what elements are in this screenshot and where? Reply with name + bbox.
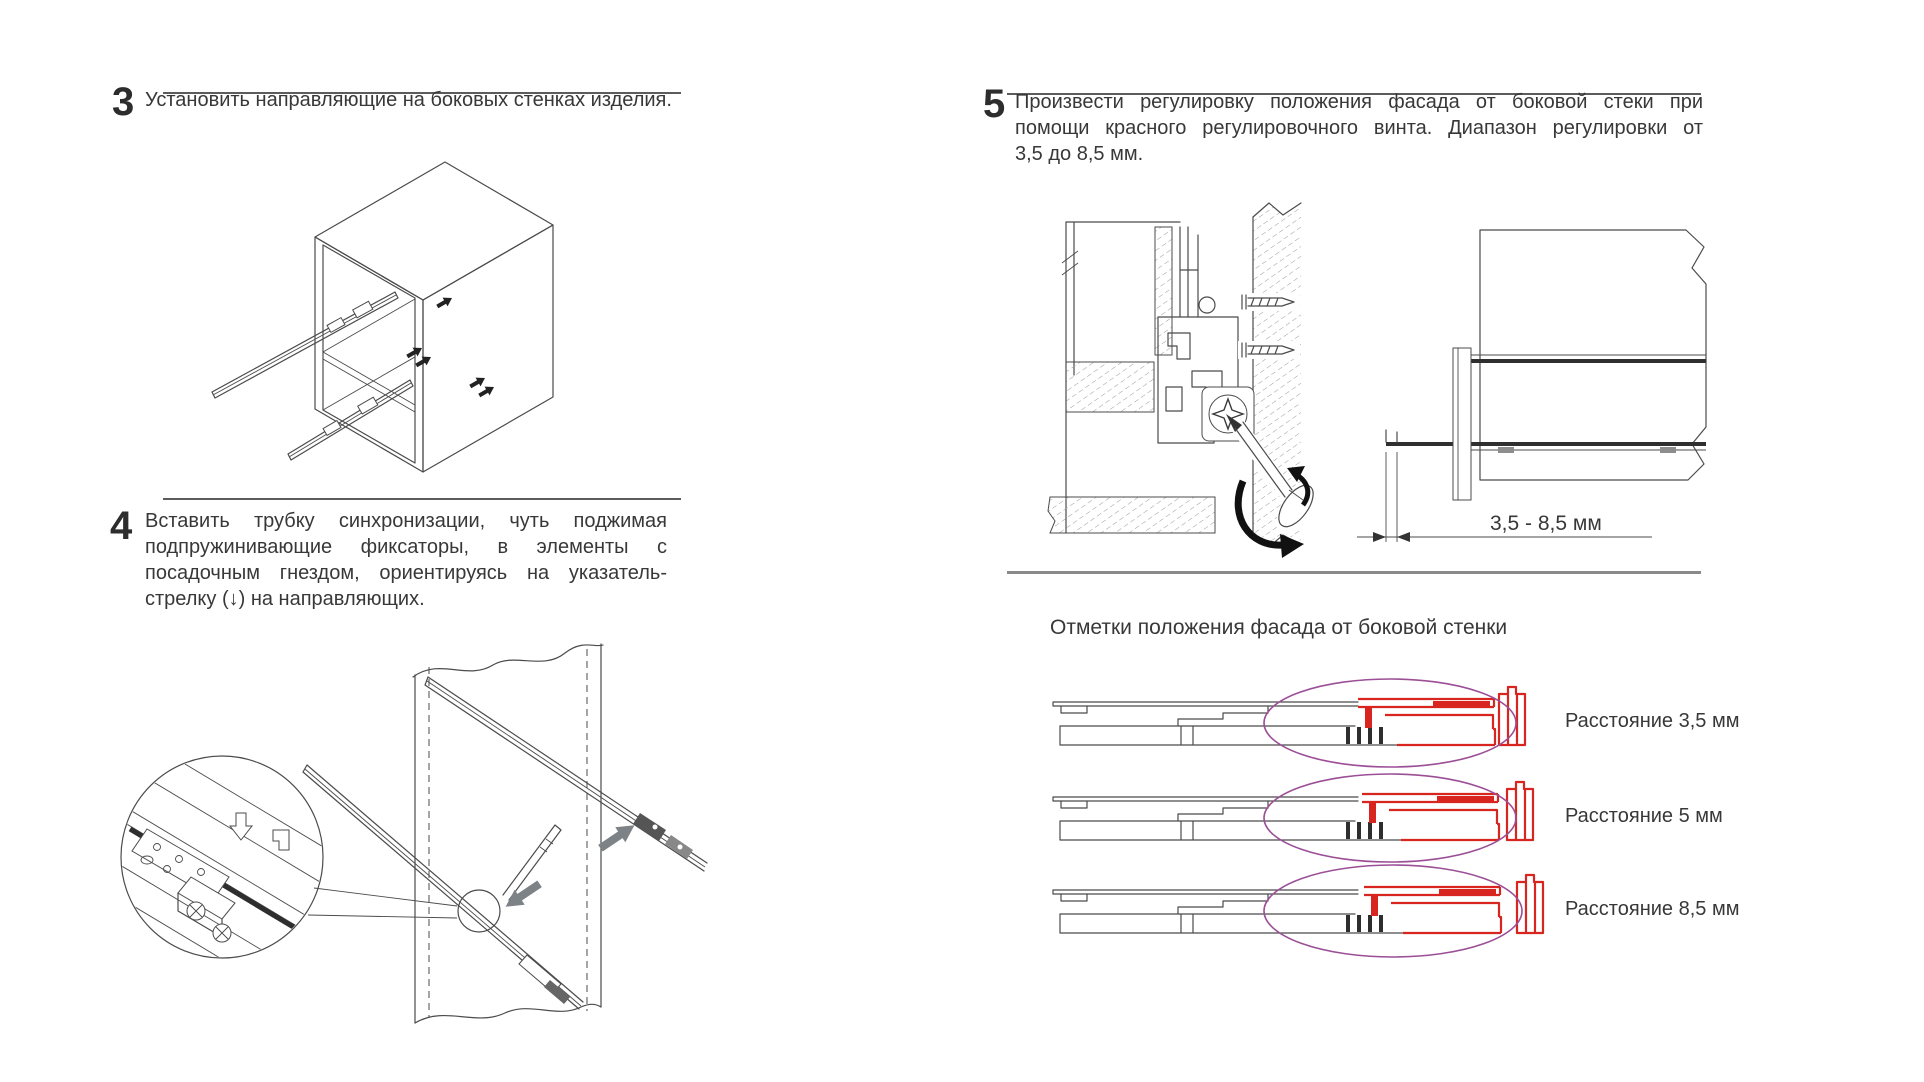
distance-label: Расстояние 5 мм — [1565, 805, 1723, 827]
lower-panel-section — [1048, 497, 1215, 533]
step5-line: 3,5 до 8,5 мм. — [1015, 143, 1144, 165]
adjustment-bracket-red — [1358, 687, 1525, 745]
dimension — [1357, 452, 1652, 542]
wall-screw-icon — [1238, 341, 1300, 359]
step3-number: 3 — [112, 80, 135, 124]
distance-label: Расстояние 8,5 мм — [1565, 898, 1740, 920]
bottom-panel-section — [1066, 362, 1154, 412]
distance-label: Расстояние 3,5 мм — [1565, 710, 1740, 732]
slide-on-panel — [425, 677, 707, 871]
detail-leader-lines — [308, 888, 457, 918]
step4-line: посадочным гнездом, ориентируясь на указатель- — [145, 562, 667, 584]
slide-rails — [1386, 355, 1706, 453]
highlight-ellipse — [1264, 865, 1522, 957]
step4-divider — [163, 498, 681, 500]
slide-profile-black — [1053, 890, 1493, 933]
step5-line: помощи красного регулировочного винта. Диапазон регулировки от — [1015, 117, 1703, 139]
step4-line: подпружинивающие фиксаторы, в элементы с — [145, 536, 667, 558]
adjustment-bracket-red — [1362, 782, 1533, 840]
step4-line: Вставить трубку синхронизации, чуть поджимая — [145, 510, 667, 532]
step4-line: стрелку (↓) на направляющих. — [145, 588, 425, 610]
step4-text — [145, 508, 667, 612]
step5-text — [1015, 89, 1703, 167]
underside-detail-circle — [95, 743, 365, 1015]
facade-position-diagram-5mm — [1045, 767, 1550, 867]
step3-line: Установить направляющие на боковых стенках изделия. — [145, 89, 672, 111]
dimension-label: 3,5 - 8,5 мм — [1490, 512, 1602, 535]
step4-number: 4 — [110, 504, 133, 548]
drawer-slide-lower — [288, 380, 413, 460]
highlight-ellipse — [1264, 774, 1516, 862]
highlight-ellipse — [1264, 679, 1516, 767]
side-panel — [413, 644, 603, 1023]
slide-profile — [1180, 227, 1215, 317]
facade-gap-side-view-drawing — [1340, 180, 1724, 565]
cabinet-isometric-drawing — [200, 112, 620, 492]
drawer-slide-upper — [212, 292, 398, 398]
facade-strip — [1453, 348, 1471, 500]
cabinet-box — [315, 162, 553, 472]
wall-screw-icon — [1238, 293, 1300, 311]
step3-text — [145, 87, 690, 113]
mounting-arrow-icons — [405, 294, 497, 400]
step5-number: 5 — [983, 82, 1006, 126]
adjustment-screw-section-drawing — [1040, 175, 1330, 575]
facade-position-diagram-8-5mm — [1045, 860, 1550, 960]
sync-tube-installation-drawing — [95, 615, 775, 1045]
facade-position-diagram-3-5mm — [1045, 672, 1550, 772]
step5-line: Произвести регулировку положения фасада от боковой стеки при — [1015, 91, 1703, 113]
facade-marks-heading: Отметки положения фасада от боковой стенки — [1050, 616, 1508, 639]
down-arrow-icon — [230, 813, 252, 840]
facade-marks-divider — [1007, 571, 1701, 574]
